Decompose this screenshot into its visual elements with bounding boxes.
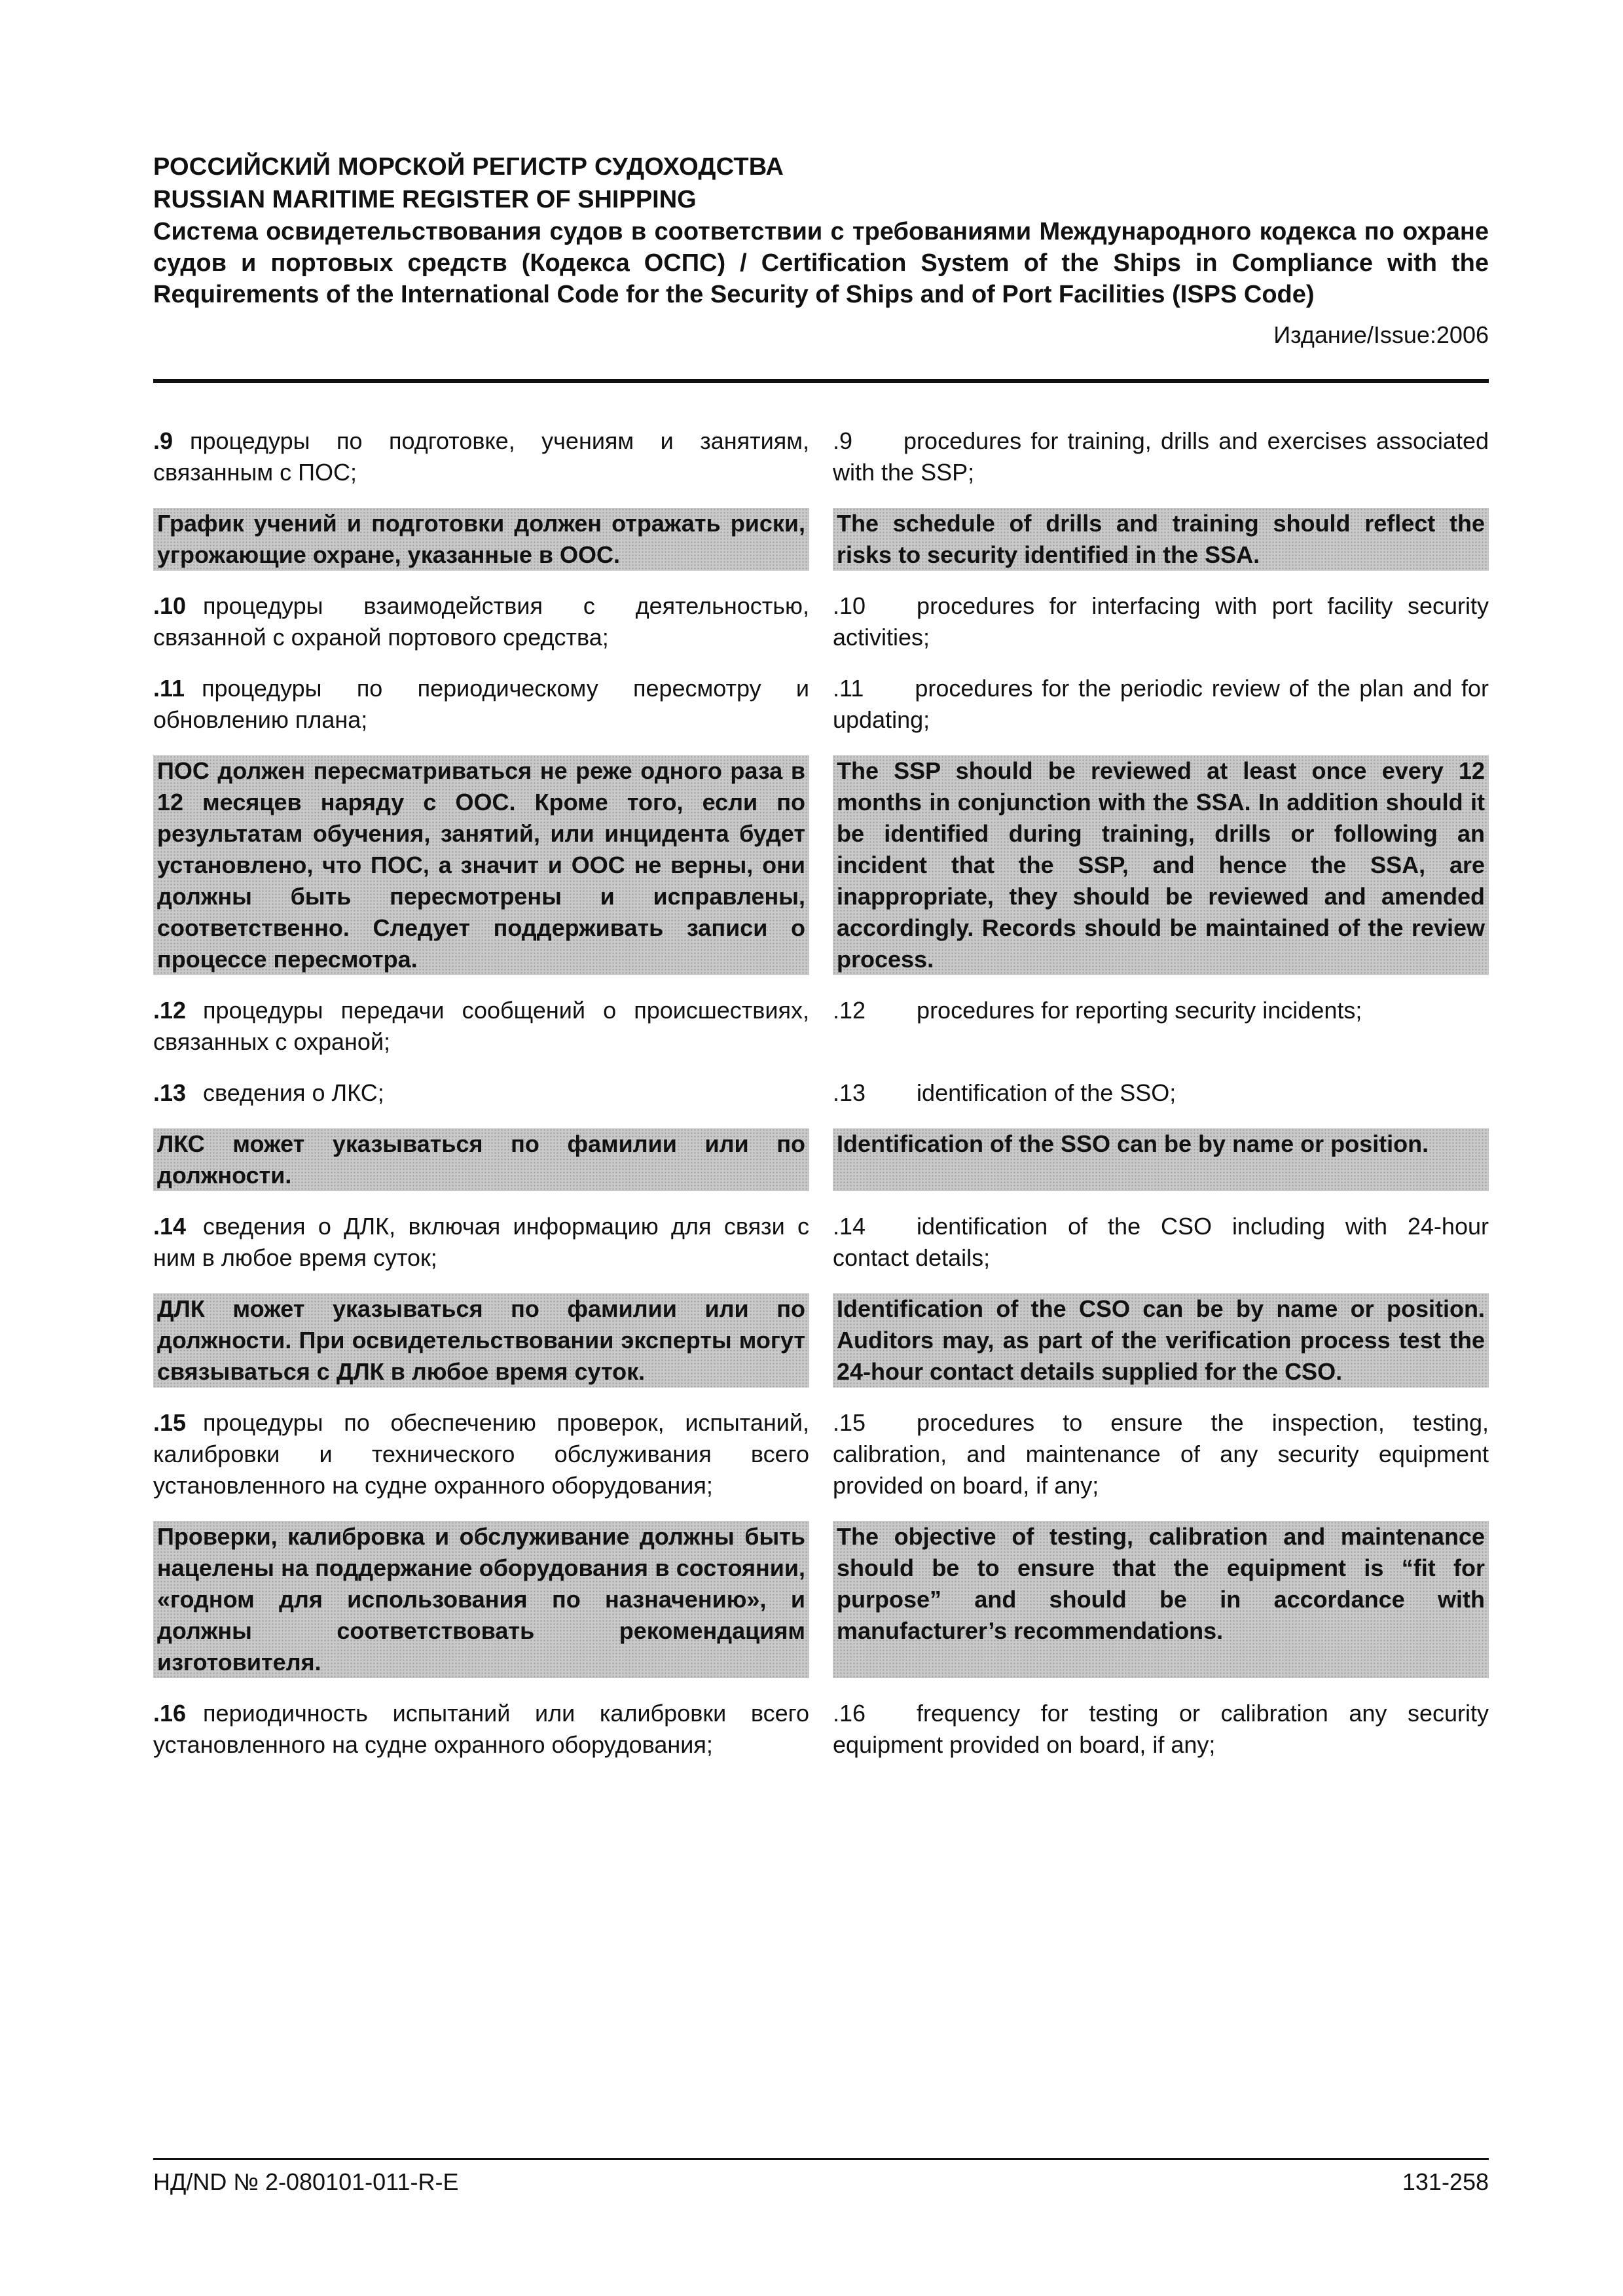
header-divider (153, 379, 1489, 383)
footer-divider (153, 2158, 1489, 2160)
item-text-ru: процедуры взаимодействия с деятельностью, связанной с охраной портового средства; (153, 592, 809, 651)
item-en (833, 1211, 1489, 1274)
item-number-ru: .12 (153, 997, 187, 1024)
item-text-en: procedures for interfacing with port facility security activities; (833, 592, 1489, 651)
item-ru (153, 590, 809, 653)
item-text-ru: процедуры по периодическому пересмотру и обновлению плана; (153, 675, 809, 733)
item-number-ru: .16 (153, 1700, 187, 1727)
system-title: Система освидетельствования судов в соответствии с требованиями Международного кодекса по охране судов и портовых средств (Кодекса ОСПС) / Certification System of the Ships in Compliance with the Requirements of the International Code for the Security of Ships and of Port Facilities (ISPS Code) (153, 218, 1489, 308)
item-row (153, 1407, 1489, 1501)
document-body (153, 425, 1489, 1780)
item-row (153, 995, 1489, 1058)
item-text-en: identification of the CSO including with 24-hour contact details; (833, 1213, 1489, 1271)
item-text-ru: процедуры по подготовке, учениям и занятиям, связанным с ПОС; (153, 427, 809, 486)
item-number-en: .10 (833, 592, 866, 619)
item-text-ru: периодичность испытаний или калибровки всего установленного на судне охранного оборудования; (153, 1700, 809, 1758)
note-row (153, 508, 1489, 571)
item-ru (153, 1077, 809, 1109)
item-row (153, 590, 1489, 653)
item-en (833, 1407, 1489, 1501)
item-row (153, 1077, 1489, 1109)
item-en (833, 590, 1489, 653)
item-number-en: .15 (833, 1409, 866, 1436)
item-row (153, 1698, 1489, 1761)
item-text-ru: сведения о ДЛК, включая информацию для связи с ним в любое время суток; (153, 1213, 809, 1271)
note-en: Identification of the SSO can be by name or position. (833, 1128, 1489, 1191)
page-number: 131-258 (1402, 2168, 1489, 2195)
note-en: The objective of testing, calibration and maintenance should be to ensure that the equipment is “fit for purpose” and should be in accordance with manufacturer’s recommendations. (833, 1521, 1489, 1678)
register-title-ru: РОССИЙСКИЙ МОРСКОЙ РЕГИСТР СУДОХОДСТВА (153, 153, 784, 181)
item-text-en: frequency for testing or calibration any security equipment provided on board, if any; (833, 1700, 1489, 1758)
item-number-ru: .9 (153, 427, 173, 454)
item-ru (153, 673, 809, 736)
note-ru: График учений и подготовки должен отражать риски, угрожающие охране, указанные в ООС. (153, 508, 809, 571)
note-row (153, 755, 1489, 975)
item-number-en: .12 (833, 997, 866, 1024)
item-text-ru: сведения о ЛКС; (203, 1079, 384, 1106)
item-en (833, 995, 1489, 1058)
item-number-ru: .10 (153, 592, 187, 619)
item-number-en: .16 (833, 1700, 866, 1727)
item-text-en: procedures to ensure the inspection, testing, calibration, and maintenance of any security equipment provided on board, if any; (833, 1409, 1489, 1499)
item-text-ru: процедуры по обеспечению проверок, испытаний, калибровки и технического обслуживания всего установленного на судне охранного оборудования; (153, 1409, 809, 1499)
note-en: Identification of the CSO can be by name or position. Auditors may, as part of the verification process test the 24-hour contact details supplied for the CSO. (833, 1293, 1489, 1388)
issue-label: Издание/Issue:2006 (1273, 321, 1489, 348)
item-ru (153, 1211, 809, 1274)
item-ru (153, 995, 809, 1058)
page-footer (153, 2166, 1489, 2198)
note-ru: Проверки, калибровка и обслуживание должны быть нацелены на поддержание оборудования в состоянии, «годном для использования по назначению», и должны соответствовать рекомендациям изготовителя. (153, 1521, 809, 1678)
item-ru (153, 425, 809, 488)
item-en (833, 1698, 1489, 1761)
document-number: НД/ND № 2-080101-011-R-E (153, 2168, 459, 2195)
item-text-ru: процедуры передачи сообщений о происшествиях, связанных с охраной; (153, 997, 809, 1055)
note-ru: ДЛК может указываться по фамилии или по должности. При освидетельствовании эксперты могут связываться с ДЛК в любое время суток. (153, 1293, 809, 1388)
item-number-ru: .13 (153, 1079, 187, 1106)
item-en (833, 673, 1489, 736)
item-number-en: .9 (833, 427, 853, 454)
item-ru (153, 1407, 809, 1501)
item-text-en: procedures for training, drills and exercises associated with the SSP; (833, 427, 1489, 486)
item-row (153, 673, 1489, 736)
item-ru (153, 1698, 809, 1761)
item-en (833, 425, 1489, 488)
item-number-ru: .11 (153, 675, 185, 702)
item-text-en: procedures for the periodic review of the plan and for updating; (833, 675, 1489, 733)
item-number-ru: .15 (153, 1409, 187, 1436)
note-ru: ЛКС может указываться по фамилии или по должности. (153, 1128, 809, 1191)
item-number-en: .13 (833, 1079, 866, 1106)
note-row (153, 1521, 1489, 1678)
item-number-en: .14 (833, 1213, 866, 1240)
register-title-en: RUSSIAN MARITIME REGISTER OF SHIPPING (153, 186, 697, 213)
note-en: The schedule of drills and training should reflect the risks to security identified in the SSA. (833, 508, 1489, 571)
note-row (153, 1293, 1489, 1388)
item-row (153, 1211, 1489, 1274)
note-ru: ПОС должен пересматриваться не реже одного раза в 12 месяцев наряду с ООС. Кроме того, если по результатам обучения, занятий, или инцидента будет установлено, что ПОС, а значит и ООС не верны, они должны быть пересмотрены и исправлены, соответственно. Следует поддерживать записи о процессе пересмотра. (153, 755, 809, 975)
item-row (153, 425, 1489, 488)
item-en (833, 1077, 1489, 1109)
item-number-en: .11 (833, 675, 864, 702)
item-text-en: procedures for reporting security incidents; (917, 997, 1362, 1024)
note-row (153, 1128, 1489, 1191)
item-text-en: identification of the SSO; (917, 1079, 1176, 1106)
page-header (153, 151, 1489, 351)
note-en: The SSP should be reviewed at least once every 12 months in conjunction with the SSA. In addition should it be identified during training, drills or following an incident that the SSP, and hence the SSA, are inappropriate, they should be reviewed and amended accordingly. Records should be maintained of the review process. (833, 755, 1489, 975)
item-number-ru: .14 (153, 1213, 187, 1240)
